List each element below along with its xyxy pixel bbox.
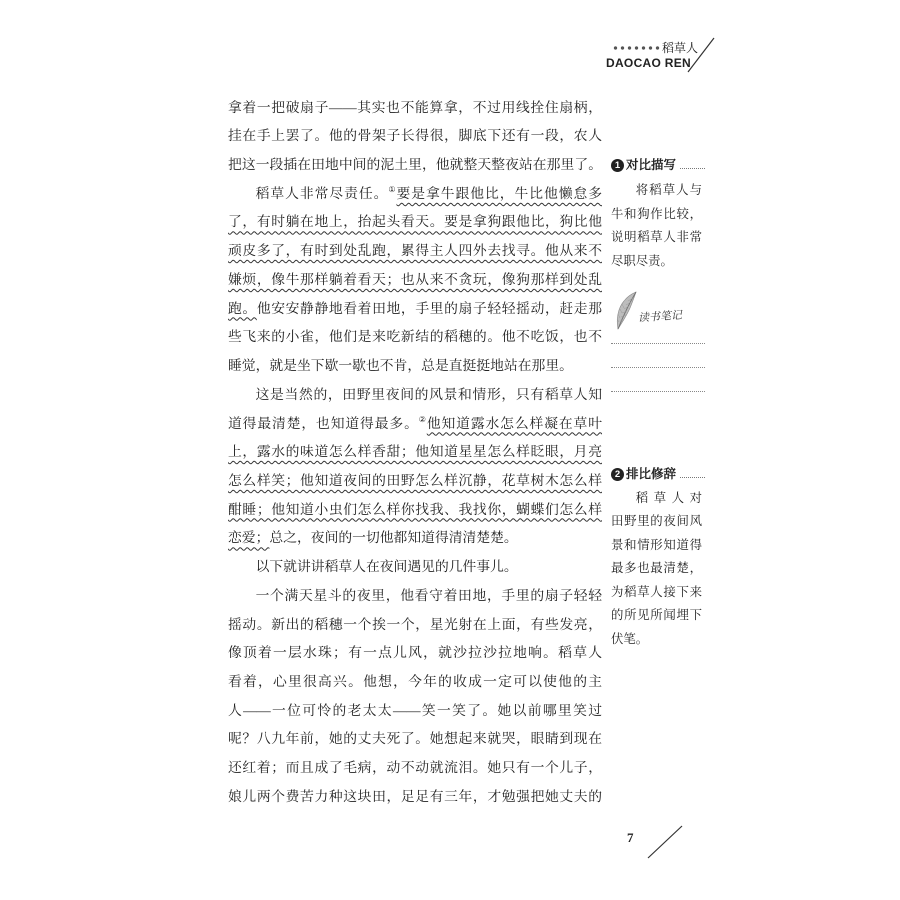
text-line — [228, 668, 602, 697]
text-span: 像顶着一层水珠；有一点儿风，就沙拉沙拉地响。稻草人 — [228, 645, 602, 661]
page-number: 7 — [627, 830, 634, 845]
text-line — [228, 611, 602, 640]
text-span: 把这一段插在田地中间的泥土里，他就整天整夜站在那里了。 — [228, 157, 602, 173]
text-span: 道得最清楚，也知道得最多。 — [228, 415, 419, 431]
text-line — [228, 496, 602, 525]
text-line — [228, 295, 602, 324]
running-header-title: 稻草人 — [662, 41, 699, 55]
text-line — [228, 94, 602, 123]
dotted-leader — [680, 477, 705, 478]
note-writing-line — [611, 343, 705, 344]
wavy-underlined-text: 上，露水的味道怎么样香甜；他知道星星怎么样眨眼，月亮 — [228, 444, 602, 460]
note-title: 对比描写 — [626, 158, 677, 172]
text-line — [228, 237, 602, 266]
note-line: 田野里的夜间风 — [611, 513, 702, 529]
wavy-underlined-text: 了，有时躺在地上，抬起头看天。要是拿狗跟他比，狗比他 — [228, 214, 602, 230]
text-line — [228, 725, 602, 754]
text-span: 总之，夜间的一切他都知道得清清楚楚。 — [269, 530, 518, 546]
text-line — [228, 151, 602, 180]
annotation-marker-1: ① — [388, 184, 397, 194]
note-line: 伏笔。 — [611, 630, 649, 646]
text-span: 一个满天星斗的夜里，他看守着田地，手里的扇子轻轻 — [255, 587, 602, 603]
text-line — [228, 467, 602, 496]
text-span: 呢？八九年前，她的丈夫死了。她想起来就哭，眼睛到现在 — [228, 731, 602, 747]
text-line — [228, 639, 602, 668]
text-span: 摇动。新出的稻穗一个挨一个，星光射在上面，有些发亮， — [228, 616, 602, 632]
reading-notes-label: 读书笔记 — [637, 308, 683, 325]
footer-slash-decoration — [646, 824, 684, 860]
text-line — [228, 208, 602, 237]
text-line — [228, 524, 602, 553]
note-line: 最多也最清楚， — [611, 560, 702, 576]
text-line — [228, 381, 602, 410]
note-line: 尽职尽责。 — [611, 252, 673, 268]
note-title: 排比修辞 — [626, 467, 677, 481]
text-span: 挂在手上罢了。他的骨架子长得很，脚底下还有一段，农人 — [228, 128, 602, 144]
note-1-heading — [611, 157, 705, 173]
note-number-badge: 2 — [611, 468, 624, 481]
text-line — [228, 180, 602, 209]
note-1-body — [611, 178, 702, 272]
text-span: 睡觉，就是坐下歇一歇也不肯，总是直挺挺地站在那里。 — [228, 358, 573, 374]
text-span: 拿着一把破扇子——其实也不能算拿，不过用线拴住扇柄， — [228, 99, 602, 115]
running-header-pinyin: DAOCAO REN — [606, 56, 692, 70]
wavy-underlined-text: 顽皮多了，有时到处乱跑，累得主人四外去找寻。他从来不 — [228, 243, 602, 259]
wavy-underlined-text: 他知道露水怎么样凝在草叶 — [426, 415, 602, 431]
text-line — [228, 352, 602, 381]
text-span: 看着，心里很高兴。他想，今年的收成一定可以使他的主 — [228, 673, 602, 689]
text-span: 这是当然的，田野里夜间的风景和情形，只有稻草人知 — [255, 386, 602, 402]
text-line — [228, 553, 602, 582]
note-2-heading — [611, 466, 705, 482]
text-line — [228, 783, 602, 812]
text-span: 以下就讲讲稻草人在夜间遇见的几件事儿。 — [255, 559, 518, 575]
text-span: 稻草人非常尽责任。 — [255, 185, 389, 201]
text-span: 人——一位可怜的老太太——笑一笑了。她以前哪里笑过 — [228, 702, 602, 718]
note-writing-line — [611, 367, 705, 368]
dotted-leader — [680, 168, 705, 169]
text-line — [228, 582, 602, 611]
wavy-underlined-text: 怎么样笑；他知道夜间的田野怎么样沉静，花草树木怎么样 — [228, 472, 602, 488]
text-span: 些飞来的小雀，他们是来吃新结的稻穗的。他不吃饭，也不 — [228, 329, 602, 345]
note-line: 牛和狗作比较， — [611, 205, 702, 221]
body-text — [228, 94, 602, 812]
text-line — [228, 438, 602, 467]
note-line: 景和情形知道得 — [611, 536, 702, 552]
wavy-underlined-text: 酣睡；他知道小虫们怎么样你找我、我找你，蝴蝶们怎么样 — [228, 501, 602, 517]
text-line — [228, 754, 602, 783]
note-number-badge: 1 — [611, 159, 624, 172]
text-span: 还红着；而且成了毛病，动不动就流泪。她只有一个儿子， — [228, 760, 602, 776]
text-line — [228, 697, 602, 726]
note-line: 将稻草人与 — [635, 182, 702, 198]
text-span: 他安安静静地看着田地，手里的扇子轻轻摇动，赶走那 — [256, 300, 602, 316]
note-line: 说明稻草人非常 — [611, 229, 702, 245]
margin-notes — [611, 0, 705, 900]
wavy-underlined-text: 跑。 — [228, 300, 257, 316]
note-writing-line — [611, 391, 705, 392]
note-line: 的所见所闻埋下 — [611, 607, 702, 623]
note-2-body — [611, 486, 702, 651]
quill-icon — [612, 291, 638, 331]
text-span: 娘儿两个费苦力种这块田，足足有三年，才勉强把她丈夫的 — [228, 788, 602, 804]
note-line: 为稻草人接下来 — [611, 583, 702, 599]
wavy-underlined-text: 恋爱； — [228, 530, 270, 546]
wavy-underlined-text: 要是拿牛跟他比，牛比他懒怠多 — [396, 185, 602, 201]
wavy-underlined-text: 嫌烦，像牛那样躺着看天；也从来不贪玩，像狗那样到处乱 — [228, 271, 602, 287]
text-line — [228, 410, 602, 439]
text-line — [228, 266, 602, 295]
text-line — [228, 323, 602, 352]
annotation-marker-2: ② — [418, 414, 427, 424]
note-line: 稻草人对 — [635, 489, 702, 505]
text-line — [228, 122, 602, 151]
